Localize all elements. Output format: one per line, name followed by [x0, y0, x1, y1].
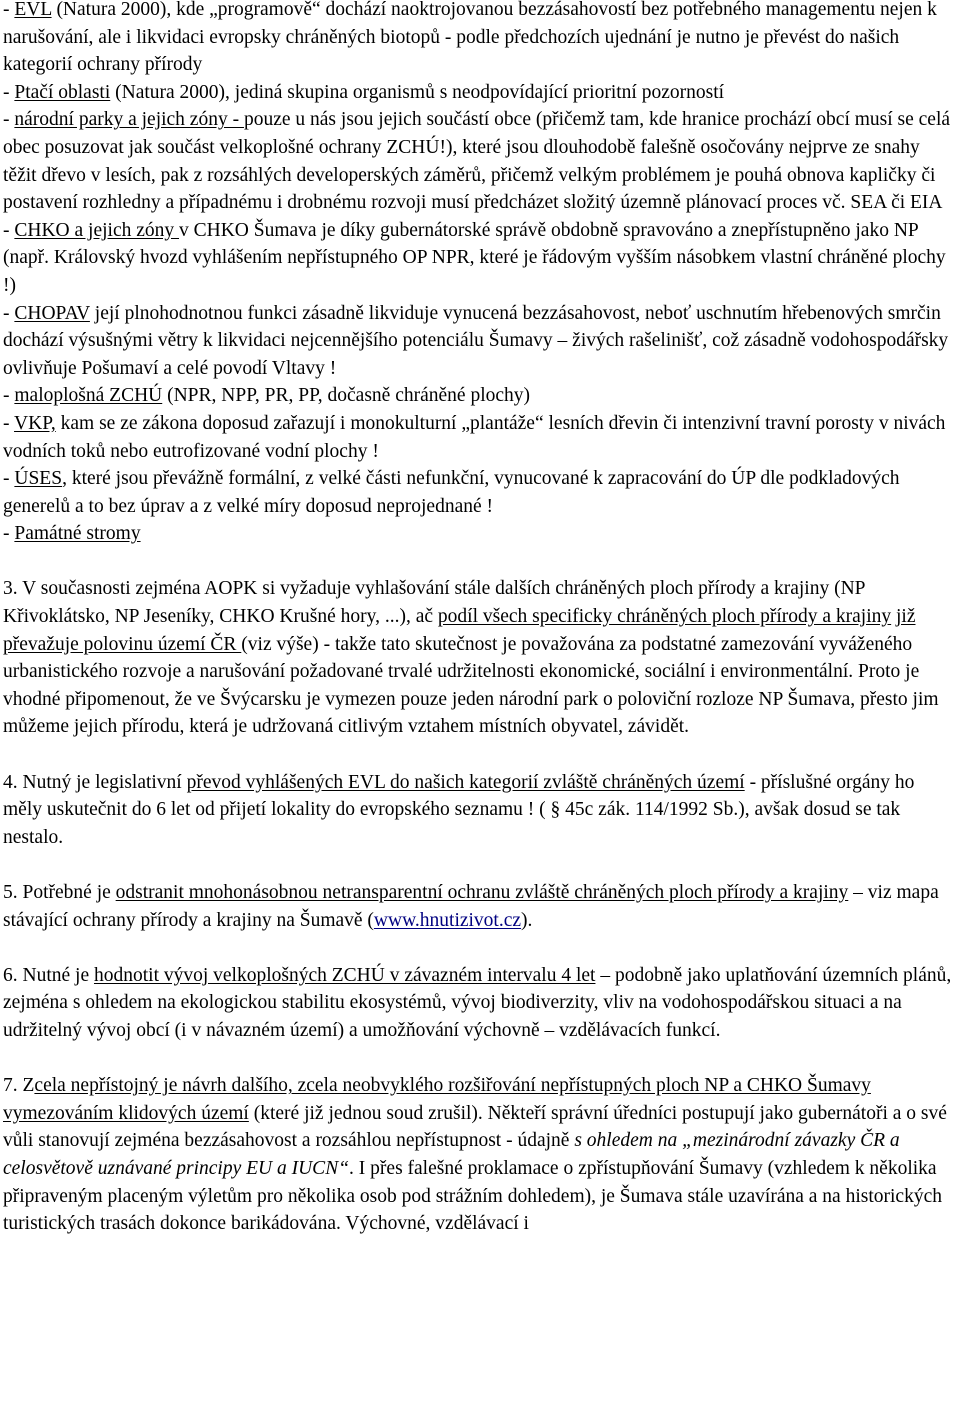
paragraph-3: [3, 575, 954, 741]
list-item-narodni-parky: [3, 106, 954, 216]
paragraph-gap: [3, 548, 954, 576]
list-item-text: , které jsou převážně formální, z velké části nefunkční, vynucované k zapracování do ÚP dle podkladových generelů a to bez úprav a z velké míry doposud neprojednané !: [3, 468, 900, 517]
list-dash: -: [3, 468, 15, 490]
underlined-text: převod vyhlášených EVL do našich kategorií zvláště chráněných území: [186, 771, 745, 793]
paragraph-text: – podobně jako uplatňování územních plánů, zejména s ohledem na ekologickou stabilitu ekosystémů, vývoj biodiverzity, vliv na vodohospodářskou situaci a na udržitelný vývoj obcí (i v návazném území) a umožňování výchovně – vzdělávacích funkcí.: [3, 964, 952, 1041]
underlined-text: podíl všech specificky chráněných ploch přírody a krajiny: [437, 606, 892, 628]
list-dash: -: [3, 109, 15, 131]
paragraph-7: [3, 1072, 954, 1238]
list-dash: -: [3, 0, 15, 20]
list-item-label: národní parky a jejich zóny -: [14, 109, 244, 131]
list-item-text: (NPR, NPP, PR, PP, dočasně chráněné plochy): [162, 385, 531, 407]
paragraph-gap: [3, 851, 954, 879]
list-dash: -: [3, 385, 15, 407]
list-item-chko: [3, 217, 954, 300]
paragraph-6: [3, 962, 954, 1045]
list-dash: -: [3, 81, 15, 103]
list-item-text: její plnohodnotnou funkci zásadně likviduje vynucená bezzásahovost, neboť uschnutím hřebenových smrčin dochází výsušnými větry k likvidaci nejcennějšího potenciálu Šumavy – živých rašelinišť, což zásadně vodohospodářsky ovlivňuje Pošumaví a celé povodí Vltavy !: [3, 302, 949, 379]
list-item-text: (Natura 2000), kde „programově“ dochází naoktrojovanou bezzásahovostí bez potřebného managementu nejen k narušování, ale i likvidaci evropsky chráněných biotopů - podle předchozích ujednání je nutno je převést do našich kategorií ochrany přírody: [3, 0, 937, 76]
list-item-evl: [3, 0, 954, 79]
paragraph-text: (viz výše) -: [241, 633, 335, 655]
list-item-text: pouze u nás jsou jejich součástí obce (přičemž tam, kde hranice prochází obcí musí se celá obec posuzovat jak součást velkoplošné ochrany ZCHÚ!), které jsou dlouhodobě falešně osočovány nejprve ze snahy těžit dřevo v lesích, pak z rozsáhlých developerských záměrů, přičemž velkým problémem je pouhá obnova kapličky či postavení rozhledny a případnému i drobnému rozvoji musí předcházet složitý územně plánovací proces vč. SEA či EIA: [3, 109, 951, 214]
list-dash: -: [3, 523, 15, 545]
underlined-text: odstranit mnohonásobnou netransparentní ochranu zvláště chráněných ploch přírody a krajiny: [115, 882, 849, 903]
list-item-label: Ptačí oblasti: [14, 81, 111, 103]
list-item-label: CHOPAV: [14, 302, 90, 324]
paragraph-text: – viz mapa stávající ochrany přírody a krajiny na Šumavě (: [3, 882, 939, 931]
italic-quote: s ohledem na „mezinárodní závazky ČR a celosvětově uznávané principy EU a IUCN“: [3, 1130, 900, 1179]
list-item-text: v CHKO Šumava je díky gubernátorské správě obdobně spravováno a znepřístupněno jako NP (např. Královský hvozd vyhlášením nepřístupného OP NPR, které je řádovým vyšším násobkem vlastní chráněné plochy !): [3, 219, 946, 296]
list-item-uses: [3, 465, 954, 520]
paragraph-5: [3, 879, 954, 934]
list-item-label: ÚSES: [14, 468, 63, 490]
paragraph-text: 5. Potřebné je: [3, 882, 116, 903]
paragraph-text: 4. Nutný je legislativní: [3, 771, 187, 793]
list-item-chopav: [3, 300, 954, 383]
underlined-text: již převažuje polovinu území ČR: [3, 606, 916, 655]
list-item-text: (Natura 2000), jediná skupina organismů s neodpovídající prioritní pozorností: [110, 81, 725, 103]
paragraph-gap: [3, 934, 954, 962]
list-item-maloplosna-zchu: [3, 382, 954, 410]
list-item-vkp: [3, 410, 954, 465]
paragraph-text: (které již jednou soud zrušil). Někteří správní úředníci postupují jako gubernátoři a o své vůli stanovují zejména bezzásahovost a rozsáhlou nepřístupnost - údajně: [3, 1102, 947, 1152]
paragraph-gap: [3, 741, 954, 769]
paragraph-text: - příslušné orgány ho měly uskutečnit do 6 let od přijetí lokality do evropského seznamu ! ( § 45c zák. 114/1992 Sb.), avšak dosud se tak nestalo.: [3, 771, 915, 848]
paragraph-text: 7. Z: [3, 1075, 35, 1097]
underlined-text: cela nepřístojný je návrh dalšího, zcela neobvyklého rozšiřování nepřístupných ploch NP a CHKO Šumavy vymezováním klidových území: [3, 1075, 871, 1124]
list-item-text: kam se ze zákona doposud zařazují i monokulturní „plantáže“ lesních dřevin či intenzivní travní porosty v nivách vodních toků nebo eutrofizované vodní plochy !: [3, 412, 946, 462]
list-item-label: CHKO a jejich zóny: [14, 219, 180, 241]
paragraph-text: ).: [521, 909, 533, 931]
list-dash: -: [3, 412, 15, 434]
list-item-label: maloplošná ZCHÚ: [14, 385, 163, 407]
paragraph-text: 3. V současnosti zejména AOPK si vyžaduje vyhlašování stále dalších chráněných ploch přírody a krajiny (NP Křivoklátsko, NP Jeseníky, CHKO Krušné hory, ...), ač: [3, 578, 865, 628]
list-dash: -: [3, 219, 15, 241]
list-item-label: Památné stromy: [14, 523, 141, 545]
hnutizivot-link[interactable]: www.hnutizivot.cz: [373, 909, 522, 931]
paragraph-text: 6. Nutné je: [3, 964, 94, 986]
paragraph-text: . I přes falešné proklamace o zpřístupňování Šumavy (vzhledem k několika připraveným placeným výletům pro několika osob pod strážním dohledem), je Šumava stále uzavírána a na historických turistických trasách dokonce barikádována. Výchovné, vzdělávací i: [3, 1157, 942, 1235]
paragraph-text: takže tato skutečnost je považována za podstatné zamezování vyváženého urbanistického rozvoje a narušování požadované trvalé udržitelnosti ekonomické, sociální i environmentální. Proto je vhodné připomenout, že ve Švýcarsku je vymezen pouze jeden národní park o poloviční rozloze NP Šumava, přesto jim můžeme jejich přírodu, která je udržovaná citlivým vztahem místních obyvatel, závidět.: [3, 633, 939, 738]
protected-area-list: [3, 0, 954, 548]
underlined-text: hodnotit vývoj velkoplošných ZCHÚ v závazném intervalu 4 let: [93, 964, 596, 986]
paragraph-4: [3, 769, 954, 852]
list-item-pamatne-stromy: [3, 520, 954, 548]
paragraph-gap: [3, 1045, 954, 1073]
list-item-ptaci-oblasti: [3, 79, 954, 107]
list-item-label: EVL: [14, 0, 52, 20]
list-item-label: VKP,: [14, 412, 56, 434]
list-dash: -: [3, 302, 15, 324]
